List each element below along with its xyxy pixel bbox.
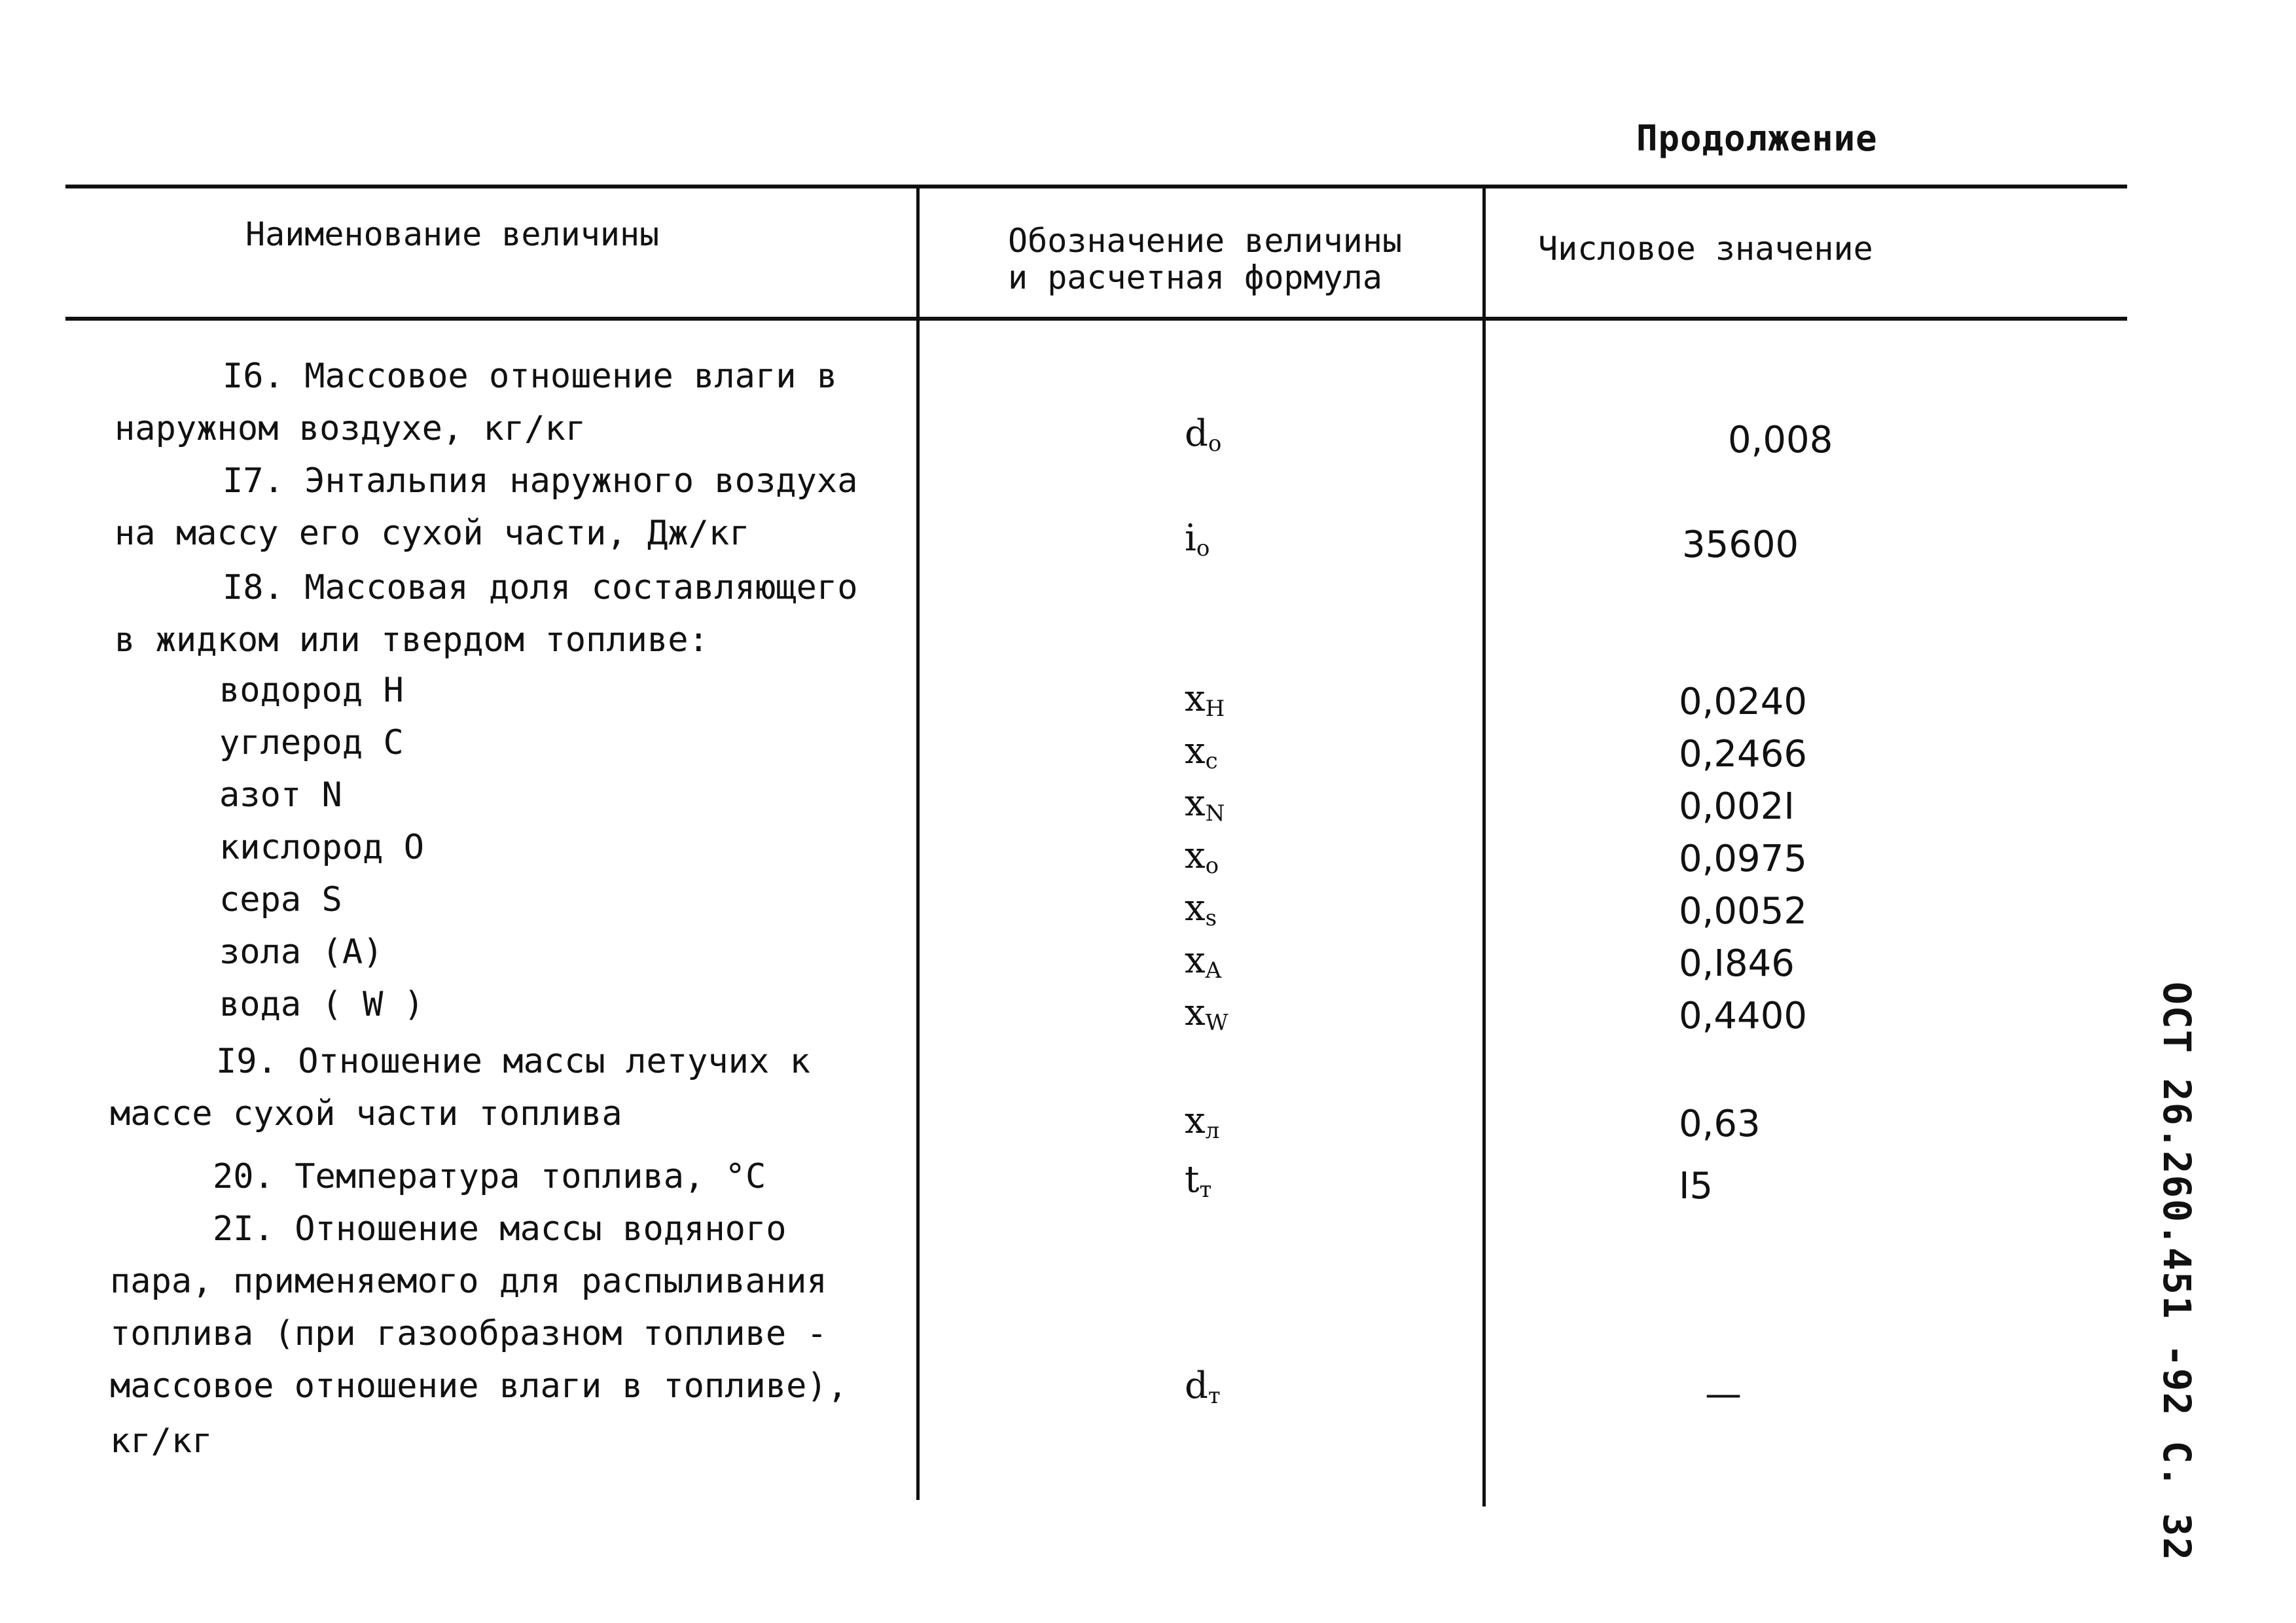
row-oxygen-value: 0,0975 <box>1679 838 1807 880</box>
row-oxygen-symbol: $x_o$ <box>1185 834 1219 879</box>
row-water-symbol: $x_W$ <box>1185 991 1229 1036</box>
table-top-rule <box>65 185 2127 188</box>
row-16-symbol: $d_o$ <box>1185 412 1222 457</box>
row-nitrogen-symbol: $x_N$ <box>1185 782 1225 827</box>
row-21-name-line-5: кг/кг <box>110 1421 213 1461</box>
header-name: Наименование величины <box>245 215 660 253</box>
row-21-name-line-2: пара, применяемого для распыливания <box>110 1262 827 1301</box>
row-21-name-line-3: топлива (при газообразном топливе - <box>110 1314 827 1353</box>
row-19-name-line-2: массе сухой части топлива <box>110 1094 622 1133</box>
row-ash-value: 0,I846 <box>1679 942 1795 985</box>
row-carbon-name: углерод C <box>219 723 404 762</box>
row-hydrogen-symbol: $x_H$ <box>1185 677 1225 722</box>
row-water-value: 0,4400 <box>1679 995 1807 1037</box>
row-21-name-line-1: 2I. Отношение массы водяного <box>213 1209 787 1249</box>
row-nitrogen-name: азот N <box>219 776 342 815</box>
row-19-value: 0,63 <box>1679 1103 1761 1145</box>
row-18-name-line-1: I8. Массовая доля составляющего <box>223 568 858 607</box>
row-sulfur-name: сера S <box>219 880 342 919</box>
row-sulfur-value: 0,0052 <box>1679 890 1807 933</box>
row-20-symbol: $t_т$ <box>1185 1158 1212 1203</box>
column-divider-1 <box>916 185 920 1500</box>
row-21-symbol: $d_т$ <box>1185 1364 1221 1409</box>
row-21-value: — <box>1705 1373 1742 1416</box>
row-20-name: 20. Температура топлива, °C <box>213 1157 766 1196</box>
row-20-value: I5 <box>1679 1165 1713 1207</box>
row-carbon-value: 0,2466 <box>1679 733 1807 776</box>
header-symbol-line2: и расчетная формула <box>1008 259 1382 296</box>
row-16-name-line-2: наружном воздухе, кг/кг <box>115 409 586 448</box>
row-17-value: 35600 <box>1682 524 1799 566</box>
row-ash-symbol: $x_A$ <box>1185 939 1222 984</box>
document-code: ОСТ 26.260.451 -92 С. 32 <box>2155 982 2199 1562</box>
row-sulfur-symbol: $x_s$ <box>1185 887 1217 931</box>
row-17-symbol: $i_o$ <box>1185 517 1210 562</box>
row-water-name: вода ( W ) <box>219 985 425 1024</box>
row-17-name-line-2: на массу его сухой части, Дж/кг <box>115 514 750 553</box>
continuation-label: Продолжение <box>1636 118 1878 159</box>
column-divider-2 <box>1482 185 1486 1507</box>
row-19-name-line-1: I9. Отношение массы летучих к <box>216 1042 810 1081</box>
header-bottom-rule <box>65 317 2127 321</box>
row-18-name-line-2: в жидком или твердом топливе: <box>115 620 709 660</box>
row-17-name-line-1: I7. Энтальпия наружного воздуха <box>223 461 858 501</box>
row-nitrogen-value: 0,002I <box>1679 785 1795 828</box>
row-16-name-line-1: I6. Массовое отношение влаги в <box>223 357 838 396</box>
row-hydrogen-value: 0,0240 <box>1679 681 1807 723</box>
row-hydrogen-name: водород H <box>219 671 404 710</box>
row-ash-name: зола (A) <box>219 933 384 972</box>
row-oxygen-name: кислород O <box>219 828 425 867</box>
header-symbol-line1: Обозначение величины <box>1008 222 1403 260</box>
row-19-symbol: $x_л$ <box>1185 1099 1220 1144</box>
row-21-name-line-4: массовое отношение влаги в топливе), <box>110 1366 848 1406</box>
header-value: Числовое значение <box>1538 230 1873 268</box>
row-carbon-symbol: $x_c$ <box>1185 730 1218 774</box>
row-16-value: 0,008 <box>1728 419 1833 461</box>
